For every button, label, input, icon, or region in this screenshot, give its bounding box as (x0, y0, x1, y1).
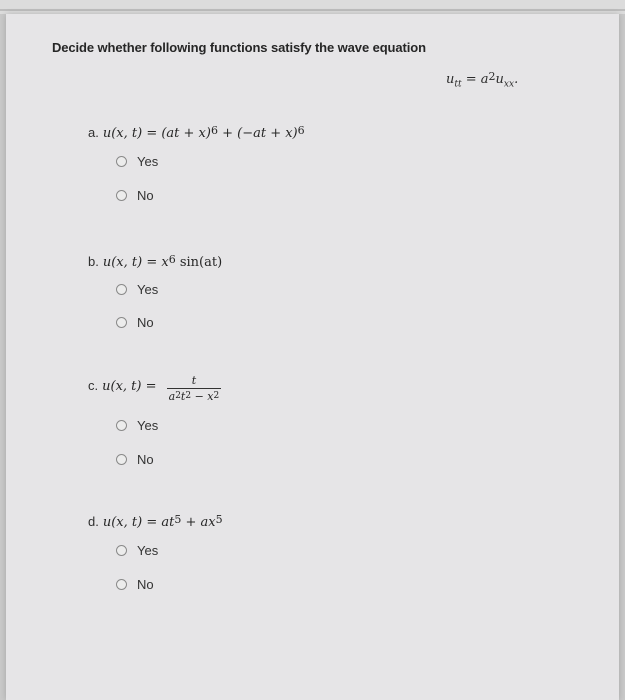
question-panel (6, 14, 619, 700)
question-c-denominator (167, 388, 222, 403)
question-d-letter: d. (88, 514, 99, 529)
question-a-no-radio[interactable] (116, 190, 127, 201)
question-c-option-yes[interactable] (116, 418, 158, 433)
question-c-den-x-exp: 2 (213, 391, 220, 401)
question-a-option-yes[interactable] (116, 154, 158, 169)
question-c-fraction (167, 374, 222, 403)
question-c-den-minus: − (191, 390, 208, 403)
top-divider (0, 9, 625, 11)
wave-rhs-sub: xx (503, 79, 515, 90)
question-d-no-radio[interactable] (116, 579, 127, 590)
question-b-option-yes[interactable] (116, 282, 158, 297)
question-a-part1: (at + x) (161, 126, 211, 141)
question-b-yes-label[interactable]: Yes (137, 282, 159, 297)
question-d-plus: + (181, 515, 201, 530)
wave-lhs-sub: tt (454, 79, 462, 90)
question-c-no-label[interactable]: No (137, 452, 154, 467)
question-prompt: Decide whether following functions satisfy the wave equation (52, 40, 426, 55)
question-c-lhs: u(x, t) = (102, 379, 161, 394)
question-c-den-x: x (207, 390, 214, 403)
wave-equals: = (461, 72, 481, 87)
question-b-yes-radio[interactable] (116, 284, 127, 295)
question-a-yes-radio[interactable] (116, 156, 127, 167)
question-a-option-no[interactable] (116, 188, 154, 203)
question-b-rest: sin(at) (175, 255, 223, 270)
question-a-function (88, 125, 305, 141)
question-c-option-no[interactable] (116, 452, 154, 467)
question-d-yes-label[interactable]: Yes (137, 543, 159, 558)
question-a-plus: + (217, 126, 238, 141)
question-d-lhs: u(x, t) = (102, 515, 162, 530)
wave-coef: a (480, 72, 489, 87)
question-d-term2: ax (200, 515, 216, 530)
question-b-base: x (161, 255, 169, 270)
question-b-function (88, 254, 222, 270)
question-b-no-radio[interactable] (116, 317, 127, 328)
question-c-yes-label[interactable]: Yes (137, 418, 159, 433)
question-a-letter: a. (88, 125, 99, 140)
question-a-lhs: u(x, t) = (102, 126, 162, 141)
question-b-lhs: u(x, t) = (102, 255, 162, 270)
question-c-den-a-exp: 2 (175, 391, 181, 401)
question-c-den-a: a (168, 390, 176, 403)
wave-lhs: u (446, 72, 455, 87)
question-d-option-yes[interactable] (116, 543, 158, 558)
question-c-function (88, 372, 221, 401)
question-a-exp1: 6 (210, 124, 218, 137)
question-a-yes-label[interactable]: Yes (137, 154, 159, 169)
question-a-part2: (−at + x) (237, 126, 298, 141)
question-d-exp1: 5 (174, 513, 182, 526)
wave-equation (446, 72, 518, 90)
question-b-letter: b. (88, 254, 99, 269)
wave-coef-exp: 2 (488, 70, 496, 83)
question-a-no-label[interactable]: No (137, 188, 154, 203)
question-c-yes-radio[interactable] (116, 420, 127, 431)
question-c-den-t: t (180, 390, 186, 403)
question-d-function (88, 514, 223, 530)
question-b-option-no[interactable] (116, 315, 154, 330)
wave-rhs: u (495, 72, 504, 87)
top-band (0, 0, 625, 14)
question-c-letter: c. (88, 378, 99, 393)
question-b-exp: 6 (168, 253, 176, 266)
question-a-exp2: 6 (297, 124, 305, 137)
question-d-exp2: 5 (215, 513, 223, 526)
question-c-numerator: t (191, 374, 197, 387)
question-d-term1: at (161, 515, 175, 530)
question-d-yes-radio[interactable] (116, 545, 127, 556)
wave-end: . (514, 72, 519, 87)
question-c-no-radio[interactable] (116, 454, 127, 465)
question-c-den-t-exp: 2 (185, 391, 192, 401)
question-d-option-no[interactable] (116, 577, 154, 592)
question-b-no-label[interactable]: No (137, 315, 154, 330)
question-d-no-label[interactable]: No (137, 577, 154, 592)
